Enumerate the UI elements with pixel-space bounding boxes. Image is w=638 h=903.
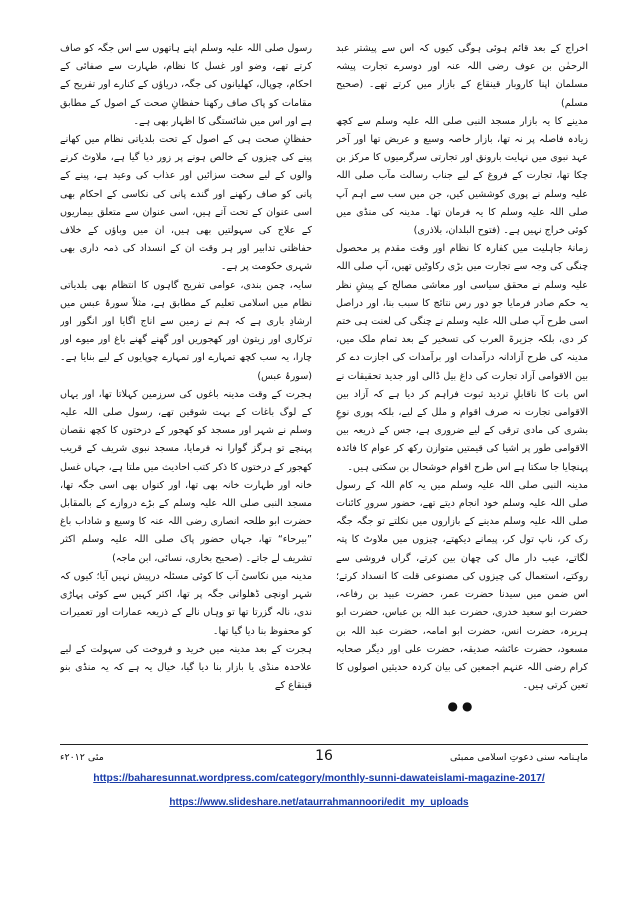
paragraph: حفظانِ صحت ہی کے اصول کے تحت بلدیاتی نظام میں کھانے پینے کی چیزوں کے خالص ہونے پر زور دیا گیا ہے، ملاوٹ کرنے والوں کے لیے سخت سزائیں اور عذاب کی وعید ہے، پینے کے پانی کو صاف رکھنے اور گندے پانی کی نکاسی کے احکام بھی اسی عنوان کے تحت آتے ہیں، اسی عنوان سے متعلق بیماریوں کے علاج کی سہولتیں بھی ہیں، ان میں وباؤں کے خلاف حفاظتی تدابیر اور ہر وقت ان کے انسداد کی ذمہ داری بھی شہری حکومت پر ہے۔ xyxy=(60,134,312,273)
paragraph: ہجرت کے وقت مدینہ باغوں کی سرزمین کہلاتا تھا، اور یہاں کے لوگ باغات کے بہت شوقین تھے، رسول صلی اللہ علیہ وسلم نے شہر اور مسجد کو کھجور کے درختوں کا کچھ نقصان پہنچے تو ہرگز گوارا نہ فرمایا، مسجد نبوی شریف کے قریب کھجور کے درختوں کا ذکر کتب احادیث میں ملتا ہے، جہاں غسل خانہ اور طہارت خانہ بھی تھا، اور کنواں بھی اسی جگہ تھا، مسجد النبی صلی اللہ علیہ وسلم کے بڑے دروازے کے بالمقابل حضرت ابو طلحہ انصاری رضی اللہ عنہ کا وسیع و شاداب باغ ”بیرحاء“ تھا، جہاں حضور پاک صلی اللہ علیہ وسلم اکثر تشریف لے جاتے۔ (صحیح بخاری، نسائی، ابن ماجہ) xyxy=(60,388,312,564)
page-number: 16 xyxy=(315,748,333,764)
paragraph: زمانۂ جاہلیت میں کفارہ کا نظام اور وقت مقدم پر محصول چنگی کی وجہ سے تجارت میں بڑی رکاوٹیں تھیں، آپ صلی اللہ علیہ وسلم نے محقق سیاسی اور معاشی مصالح کے پیشِ نظر یہ حکم صادر فرمایا جو دور رس نتائج کا سبب بنا، اور دراصل اسی طرح آپ صلی اللہ علیہ وسلم نے چنگی کی لعنت ہی ختم کر دی، بلکہ جزیرۃ العرب کی تسخیر کے بعد تمام ملک میں، مدینہ کی طرح آزادانہ درآمدات اور برآمدات کی اجازت دے کر بین الاقوامی آزاد تجارت کی داغ بیل ڈالی اور جدید تحقیقات نے اس بات کا ناقابلِ تردید ثبوت فراہم کر دیا ہے کہ آزاد بین الاقوامی تجارت نہ صرف اقوام و ملل کے لیے، بلکہ پوری نوعِ بشری کی مادی ترقی کے لیے ضروری ہے، جس کے ذریعہ بین الاقوامی طور پر اشیا کی قیمتیں متوازن رکھ کر عوام کا فائدہ پہنچایا جا سکتا ہے اس طرح اقوام خوشحال بن سکتی ہیں۔ xyxy=(336,243,588,473)
text-columns xyxy=(60,40,588,740)
paragraph: ہجرت کے بعد مدینہ میں خرید و فروخت کی سہولت کے لیے علاحدہ منڈی یا بازار بنا دیا گیا، خیال یہ ہے کہ یہ منڈی بنو قینقاع کے xyxy=(60,643,312,692)
page-footer xyxy=(60,748,588,770)
left-column xyxy=(336,40,588,740)
end-of-article-marks: ●● xyxy=(447,699,477,714)
issue-date: مئی ۲۰۱۲ء xyxy=(60,752,104,763)
wordpress-link[interactable]: https://baharesunnat.wordpress.com/category/monthly-sunni-dawateislami-magazine-2017/ xyxy=(93,773,545,784)
paragraph: مدینہ میں نکاسیٔ آب کا کوئی مسئلہ درپیش نہیں آیا؛ کیوں کہ شہر اونچی ڈھلوانی جگہ پر تھا، اکثر کہیں سے کوئی پہاڑی ندی، نالہ گزرتا تھا تو وہاں نالے کے ذریعہ عمارات اور تعمیرات کو محفوظ بنا دیا گیا تھا۔ xyxy=(60,570,312,637)
paragraph: سایہ، چمن بندی، عوامی تفریح گاہوں کا انتظام بھی بلدیاتی نظام میں اسلامی تعلیم کے مطابق ہے، مثلاً سورۂ عبس میں ارشادِ باری ہے کہ ہم نے زمین سے اناج اگایا اور انگور اور ترکاری اور زیتون اور کھجوریں اور گھنے گھنے باغ اور میوے اور چارا، یہ سب کچھ تمہارے اور تمہارے چوپایوں کے لیے بنایا ہے۔ (سورۂ عبس) xyxy=(60,279,312,382)
magazine-name: ماہنامہ سنی دعوتِ اسلامی ممبئی xyxy=(449,752,588,763)
paragraph: مدینے کا یہ بازار مسجد النبی صلی اللہ علیہ وسلم سے کچھ زیادہ فاصلہ پر نہ تھا، بازار خاصہ وسیع و عریض تھا اور آخر عہد نبوی میں نہایت بارونق اور تجارتی سرگرمیوں کا مرکز بن چکا تھا، تجارت کے فروغ کے لیے جناب رسالت مآب صلی اللہ علیہ وسلم نے پوری کوششیں کیں، جن میں سب سے اہم آپ صلی اللہ علیہ وسلم کا یہ فرمان تھا۔ مدینہ کی منڈی میں کوئی خراج نہیں ہے۔ (فتوح البلدان، بلاذری) xyxy=(336,115,588,237)
slideshare-link[interactable]: https://www.slideshare.net/ataurrahmannoori/edit_my_uploads xyxy=(169,797,469,808)
paragraph: رسول صلی اللہ علیہ وسلم اپنے ہاتھوں سے اس جگہ کو صاف کرتے تھے، وضو اور غسل کا نظام، طہارت سے صفائی کے احکام، چوپال، کھلیانوں کی جگہ، دریاؤں کے کنارے اور تفریح کے مقامات کو پاک صاف رکھنا حفظانِ صحت کے اصول کے مطابق ہے اور اس میں شائستگی کا اظہار بھی ہے۔ xyxy=(60,43,312,127)
footer-divider xyxy=(60,744,588,745)
paragraph: مدینہ النبی صلی اللہ علیہ وسلم میں یہ کام اللہ کے رسول صلی اللہ علیہ وسلم خود انجام دیتے تھے، حضور سرورِ کائنات صلی اللہ علیہ وسلم مدینے کے بازاروں میں نکلتے تو جگہ جگہ رک کر، ناپ تول کر، پیمانے دیکھتے، چیزوں میں ملاوٹ کا پتہ لگاتے، عیب دار مال کی چھان بین کرتے، گراں فروشی سے روکتے، استعمال کی چیزوں کی مصنوعی قلت کا انسداد کرتے؛ اس ضمن میں سیدنا حضرت عمر، حضرت عبید بن رفاعہ، حضرت ابو سعید خدری، حضرت عبد اللہ بن عباس، حضرت ابو ہریرہ، حضرت انس، حضرت ابو امامہ، حضرت عبد اللہ بن مسعود، حضرت عائشہ صدیقہ، حضرت علی اور دیگر صحابہ کرام رضی اللہ عنہم اجمعین کی بیان کردہ حدیثیں اصولوں کا تعین کرتی ہیں۔ xyxy=(336,479,588,692)
paragraph: اخراج کے بعد قائم ہوئی ہوگی کیوں کہ اس سے پیشتر عبد الرحمٰن بن عوف رضی اللہ عنہ اور دوسرے تجارت پیشہ مسلمان اپنا کاروبار قینقاع کے بازار میں کرتے تھے۔ (صحیح مسلم) xyxy=(336,43,588,109)
right-column xyxy=(60,40,312,740)
